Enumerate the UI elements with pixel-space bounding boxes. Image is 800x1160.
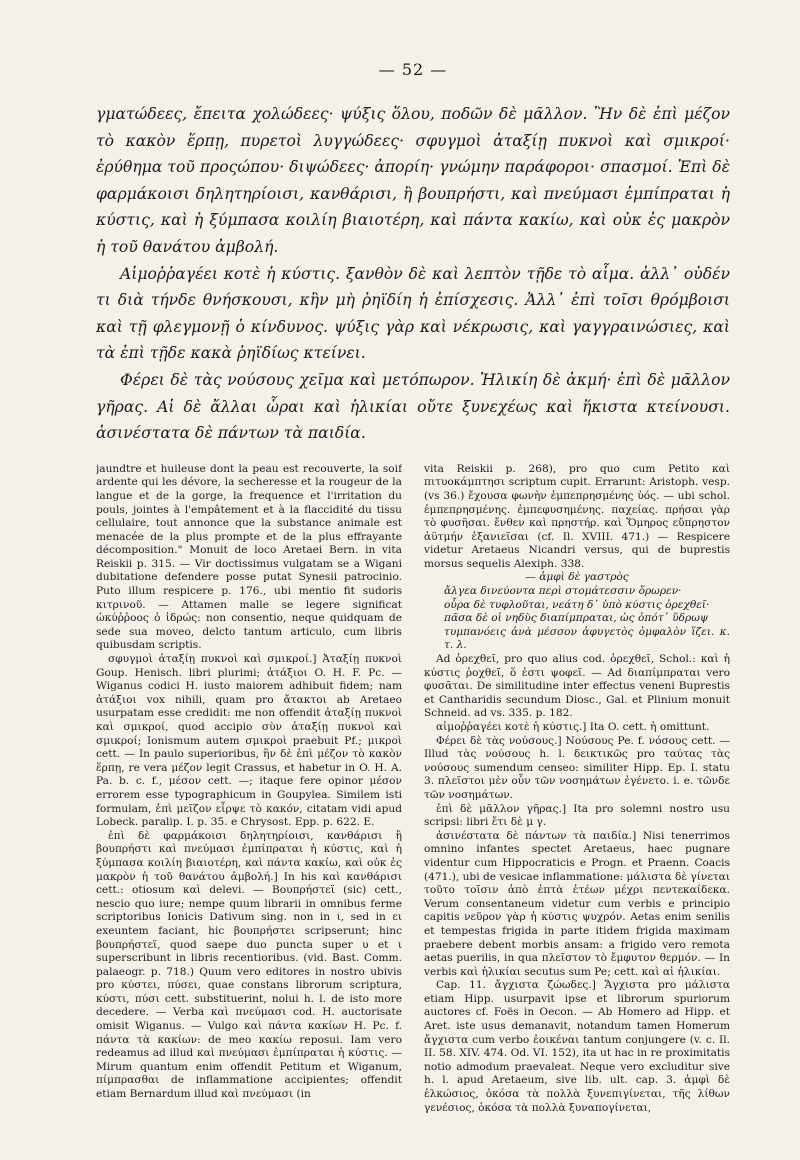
main-paragraph-1: γματώδεες, ἔπειτα χολώδεες· ψύξις ὅλου, ποδῶν δὲ μᾶλλον. Ἢν δὲ ἐπὶ μέζον τὸ κακὸν ἕρπῃ, πυρετοὶ λυγγώδεες· σφυγμοὶ ἀταξίῃ πυκνοὶ καὶ σμικροί· ἐρύθημα τοῦ προςώπου· διψώδεες· ἀπορίη· γνώμην παράφοροι· σπασμοί. Ἐπὶ δὲ φαρμάκοισι δηλητηρίοισι, κανθάρισι, ἢ βουπρήστι, καὶ πνεύμασι ἐμπίπραται ἡ κύστις, καὶ ἡ ξύμπασα κοιλίη βιαιοτέρη, καὶ πάντα κακίω, καὶ οὐκ ἐς μακρὸν ἡ τοῦ θανάτου ἀμβολή. — [96, 105, 730, 256]
quote-line-3: οὖρα δὲ τυφλοῦται, νεάτη δ᾽ ὑπὸ κύστις ὀρεχθεῖ· — [444, 598, 710, 611]
notes-right-column — [424, 463, 730, 1116]
page-number: — 52 — — [378, 60, 448, 79]
note-left-2: σφυγμοὶ ἀταξίῃ πυκνοὶ καὶ σμικροί.] Ἀταξίῃ πυκνοὶ Goup. Henisch. libri plurimi; ἀτάξιοι O. H. F. Pc. — Wiganus codici H. iusto maiorem adhibuit fidem; nam ἀτάξιοι vox nihili, quam pro ἄτακτοι ab Aretaeo usurpatam esse credidit: me non offendit ἀταξίῃ πυκνοὶ καὶ σμικροί, quod accipio σὺν ἀταξίῃ πυκνοὶ καὶ σμικροί; Ionismum autem σμικροὶ praebuit Pf.; μικροὶ cett. — In paulo superioribus, ἢν δὲ ἐπὶ μέζον τὸ κακὸν ἕρπῃ, re vera μέζον legit Crassus, et habetur in O. H. A. Pa. b. c. f., μέσον cett. —; itaque fere opinor μέσον errorem esse typographicum in Goupylea. Similem isti formulam, ἐπὶ μεῖζον εἷρψε τὸ κακόν, citatam vidi apud Lobeck. paralip. I. p. 35. e Chrysost. Epp. p. 622. E. — [96, 653, 402, 829]
greek-main-text — [96, 101, 730, 447]
commentary-notes — [96, 463, 730, 1116]
quote-line-2: ἄλγεα δινεύοντα περὶ στομάτεσσιν ὄρωρεν· — [444, 585, 682, 598]
notes-left-column — [96, 463, 402, 1116]
quote-line-5: τυμπανόεις ἀνὰ μέσσον ἀφυγετὸς ὀμφαλὸν ἵζει. κ. τ. λ. — [444, 625, 730, 652]
note-right-6: ἀσινέστατα δὲ πάντων τὰ παιδία.] Nisi tenerrimos omnino infantes spectet Aretaeus, haec pugnare videntur cum Hippocraticis e Progn. et Praenn. Coacis (471.), ubi de vesicae inflammatione: μάλιστα δὲ γίνεται τοῦτο τοῖσιν ἀπὸ ἑπτὰ ἐτέων μέχρι πεντεκαίδεκα. Verum consentaneum videtur cum verbis e principio capitis νεῦρον γὰρ ἡ κύστις ψυχρόν. Aetas enim senilis et tempestas frigida in parte itidem frigida maximam praebere debent morbis ansam: a frigido vero remota aetas puerilis, in qua πλεῖστον τὸ ἔμφυτον θερμόν. — In verbis καὶ ἡλικίαι secutus sum Pe; cett. καὶ αἱ ἡλικίαι. — [424, 829, 730, 978]
note-right-1: vita Reiskii p. 268), pro quo cum Petito καὶ πιτυοκάμπτησι scriptum cupit. Errarunt: Aristoph. vesp. (vs 36.) ἔχουσα φωνὴν ἐμπεπρησμένης ὑός. — ubi schol. ἐμπεπρησμένης. ἐμπεφυσημένης. παχείας. πρήσαι γὰρ τὸ φυσῆσαι. ἔνθεν καὶ πρηστήρ. καὶ Ὅμηρος εὔπρηστον ἀϋτμήν ἐξανιεῖσαι (cf. Il. XVIII. 471.) — Respicere videtur Aretaeus Nicandri versus, qui de buprestis morsus sequelis Alexiph. 338. — [424, 462, 730, 570]
note-right-4: Φέρει δὲ τὰς νούσους.] Νούσους Pe. f. νόσους cett. — Illud τὰς νούσους h. l. δεικτικῶς pro ταύτας τὰς νούσους sumendum censeo: similiter Hipp. Ep. I. statu 3. πλεῖστοι μὲν οὖν τῶν νοσημάτων ἐγένετο. i. e. τῶνδε τῶν νοσημάτων. — [424, 734, 730, 801]
note-right-2: Ad ὀρεχθεῖ, pro quo alius cod. ὀρεχθεῖ, Schol.: καὶ ἡ κύστις ῥοχθεῖ, ὅ ἐστι ψοφεῖ. — Ad διαπίμπραται vero φυσᾶται. De similitudine inter effectus veneni Buprestis et Cantharidis secundum Diosc., Gal. et Plinium monuit Schneid. ad vs. 335. p. 182. — [424, 653, 730, 720]
quote-line-4: πᾶσα δὲ οἱ νηδὺς διαπίμπραται, ὡς ὁπότ᾽ ὕδρωψ — [444, 612, 709, 625]
main-paragraph-2: Αἱμοῤῥαγέει κοτὲ ἡ κύστις. ξανθὸν δὲ καὶ λεπτὸν τῇδε τὸ αἷμα. ἀλλ᾽ οὐδέν τι διὰ τήνδε θνήσκουσι, κἢν μὴ ῥηϊδίη ἡ ἐπίσχεσις. Ἀλλ᾽ ἐπὶ τοῖσι θρόμβοισι καὶ τῇ φλεγμονῇ ὁ κίνδυνος. ψύξις γὰρ καὶ νέκρωσις, καὶ γαγγραινώσιες, καὶ τὰ ἐπὶ τῇδε κακὰ ῥηϊδίως κτείνει. — [96, 264, 730, 363]
note-left-3: ἐπὶ δὲ φαρμάκοισι δηλητηρίοισι, κανθάρισι ἢ βουπρήστι καὶ πνεύμασι ἐμπίπραται ἡ κύστις, καὶ ἡ ξύμπασα κοιλίη βιαιοτέρη, καὶ πάντα κακίω, καὶ οὐκ ἐς μακρὸν ἡ τοῦ θανάτου ἀμβολή.] In his καὶ κανθάρισι cett.: otiosum καὶ delevi. — Βουπρήστεϊ (sic) cett., nescio quo iure; nempe quum librarii in omnibus ferme scriptoribus Ionicis Dativum sing. non in ι, sed in ει exeuntem faciant, hic βουπρήστει scripserunt; hinc βουπρήστεϊ, quod saepe duo puncta super υ et ι superscribunt in libris recentioribus. (vid. Bast. Comm. palaeogr. p. 718.) Quum vero editores in nostro ubivis pro κύστει, πύσει, quae constans librorum scriptura, κύστι, πύσι cett. substituerint, nolui h. l. de isto more decedere. — Verba καὶ πνεύμασι cod. H. auctorisate omisit Wiganus. — Vulgo καὶ πάντα κακίων H. Pc. f. πάντα τὰ κακίων: de meo κακίω reposui. Iam vero redeamus ad illud καὶ πνεύμασι ἐμπίπραται ἡ κύστις. — Mirum quantum enim offendit Petitum et Wiganum, πίμπρασθαι de inflammatione accipientes; offendit etiam Bernardum illud καὶ πνεύμασι (in — [96, 829, 402, 1101]
note-left-1: jaundtre et huileuse dont la peau est recouverte, la soif ardente qui les dévore, la secheresse et la rougeur de la langue et de la gorge, la frequence et l'irritation du pouls, jointes à l'empâtement et à la flaccidité du tissu cellulaire, tout annonce que la substance animale est menacée de la plus prompte et de la plus effrayante décomposition." Monuit de loco Aretaei Bern. in vita Reiskii p. 315. — Vir doctissimus vulgatam se a Wigani dubitatione defendere posse putat Synesii patrocinio. Puto illum respicere p. 176., ubi mentio fit sudoris κιτρινοῦ. — Attamen malle se legere significat ὠκύῤῥοος ὁ ἱδρώς: non consentio, neque quidquam de sede sua moveo, delcto tantum articulo, cum libris quibusdam scriptis. — [96, 462, 402, 652]
note-right-7: Cap. 11. ἄγχιστα ζώωδες.] Ἄγχιστα pro μάλιστα etiam Hipp. usurpavit ipse et librorum spuriorum auctores cf. Foës in Oecon. — Ab Homero ad Hipp. et Aret. iste usus demanavit, notandum tamen Homerum ἄγχιστα cum verbo ἐοικέναι tantum conjungere (v. c. Il. II. 58. XIV. 474. Od. VI. 152), ita ut hac in re proximitatis notio admodum praevaleat. Neque vero excluditur sive h. l. apud Aretaeum, sive lib. ult. cap. 3. ἀμφὶ δὲ ἐλκώσιος, ὁκόσα τὰ πολλὰ ξυνεπιγίνεται, τῆς λίθων γενέσιος, ὁκόσα τὰ πολλὰ ξυναπογίνεται, — [424, 979, 730, 1114]
note-right-3: αἱμοῤῥαγέει κοτὲ ἡ κύστις.] Ita O. cett. ἡ omittunt. — [436, 721, 710, 733]
main-paragraph-3: Φέρει δὲ τὰς νούσους χεῖμα καὶ μετόπωρον. Ἡλικίη δὲ ἀκμή· ἐπὶ δὲ μᾶλλον γῆρας. Αἱ δὲ ἄλλαι ὧραι καὶ ἡλικίαι οὔτε ξυνεχέως καὶ ἥκιστα κτείνουσι. ἀσινέστατα δὲ πάντων τὰ παιδία. — [96, 370, 730, 443]
quote-line-1: — ἀμφὶ δὲ γαστρὸς — [525, 571, 629, 584]
note-right-5: ἐπὶ δὲ μᾶλλον γῆρας.] Ita pro solemni nostro usu scripsi: libri ἔτι δὲ μ γ. — [424, 802, 730, 829]
